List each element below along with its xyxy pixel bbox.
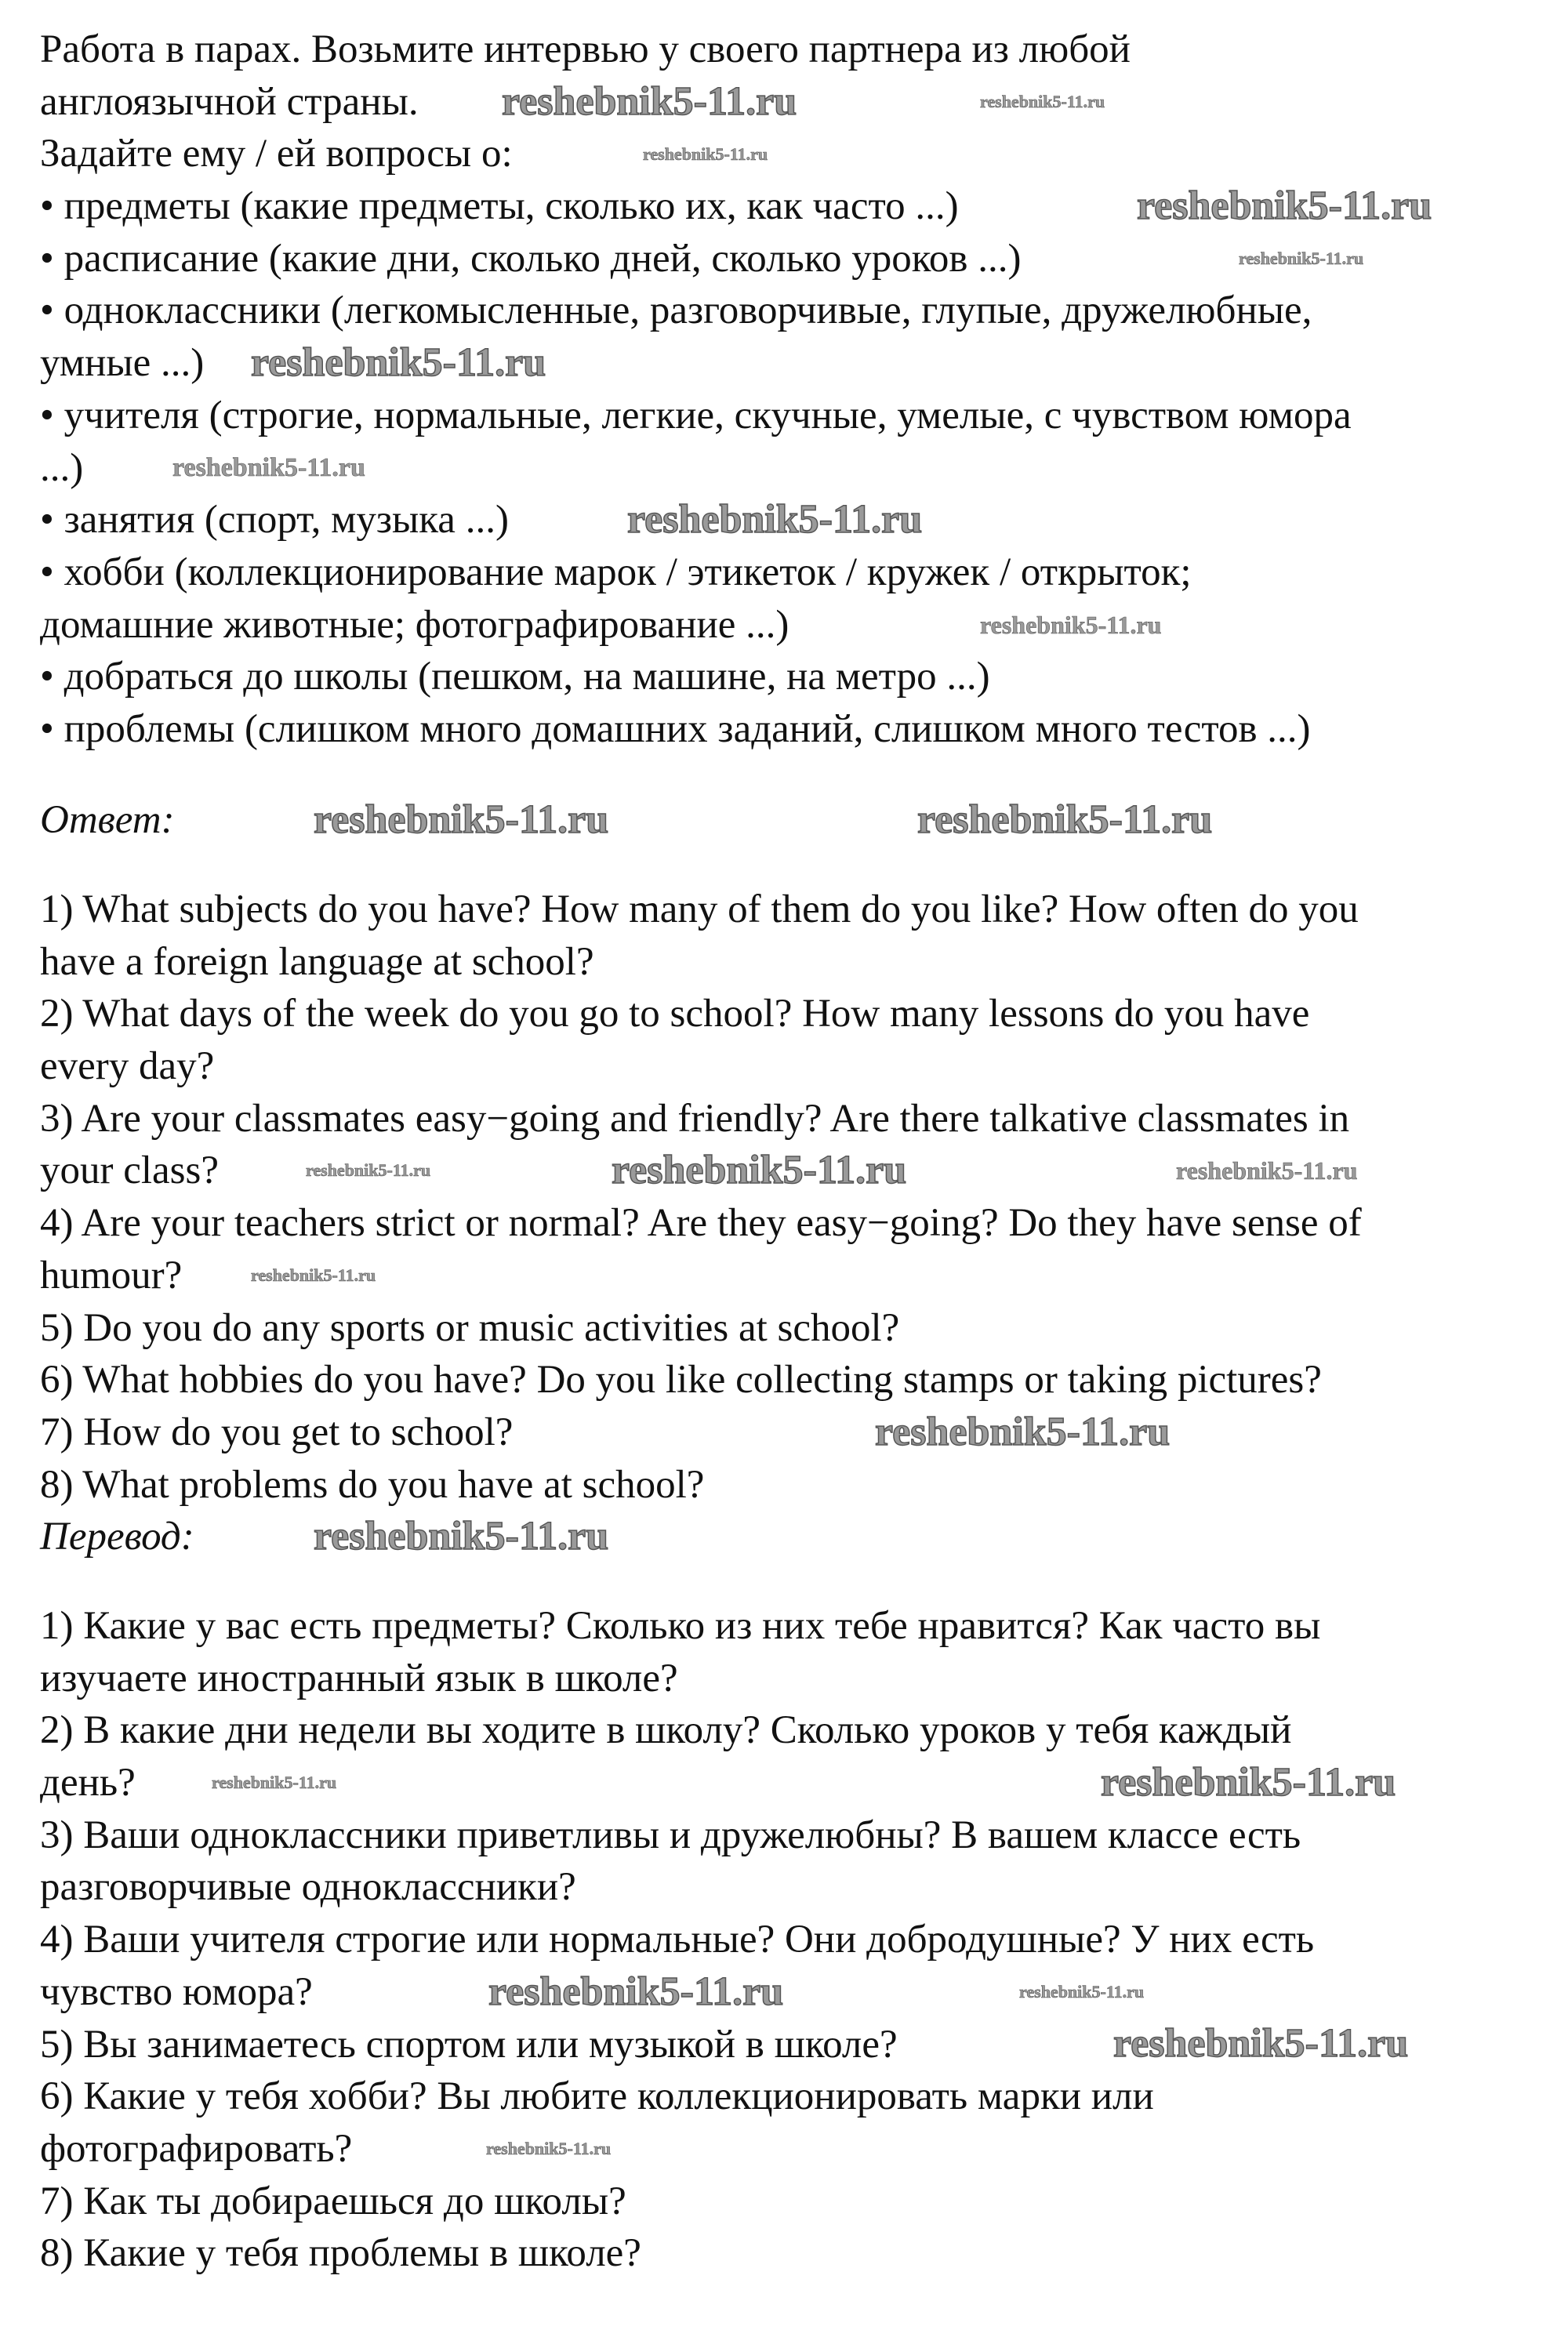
watermark: reshebnik5-11.ru [875, 1410, 1171, 1454]
answer-line: your class? [40, 1149, 220, 1193]
answer-line: 4) Are your teachers strict or normal? Are they easy−going? Do they have sense of [40, 1201, 1362, 1246]
task-line: • учителя (строгие, нормальные, легкие, скучные, умелые, с чувством юмора [40, 393, 1352, 437]
answer-line: 1) What subjects do you have? How many of them do you like? How often do you [40, 887, 1359, 931]
task-line: домашние животные; фотографирование ...) [40, 602, 789, 647]
answer-line: 8) What problems do you have at school? [40, 1462, 705, 1507]
watermark: reshebnik5-11.ru [488, 1969, 784, 2014]
watermark: reshebnik5-11.ru [251, 1265, 376, 1285]
watermark: reshebnik5-11.ru [1019, 1982, 1145, 2001]
translation-line: разговорчивые одноклассники? [40, 1865, 576, 1910]
watermark: reshebnik5-11.ru [1137, 183, 1432, 228]
watermark: reshebnik5-11.ru [314, 1514, 609, 1559]
answer-heading: Ответ: [40, 798, 175, 842]
watermark: reshebnik5-11.ru [627, 497, 923, 542]
watermark: reshebnik5-11.ru [172, 453, 365, 482]
answer-line: every day? [40, 1044, 215, 1089]
answer-line: humour? [40, 1253, 183, 1297]
watermark: reshebnik5-11.ru [1101, 1760, 1396, 1805]
answer-line: have a foreign language at school? [40, 939, 594, 984]
watermark: reshebnik5-11.ru [1113, 2021, 1409, 2066]
watermark: reshebnik5-11.ru [306, 1160, 431, 1180]
task-line: • занятия (спорт, музыка ...) [40, 498, 509, 543]
translation-line: 8) Какие у тебя проблемы в школе? [40, 2231, 641, 2276]
watermark: reshebnik5-11.ru [502, 79, 797, 124]
watermark: reshebnik5-11.ru [917, 797, 1213, 842]
answer-line: 3) Are your classmates easy−going and friendly? Are there talkative classmates in [40, 1096, 1350, 1141]
watermark: reshebnik5-11.ru [251, 340, 546, 385]
translation-line: 3) Ваши одноклассники приветливы и дружелюбны? В вашем классе есть [40, 1813, 1301, 1857]
task-text [40, 24, 1561, 756]
task-line: Задайте ему / ей вопросы о: [40, 132, 513, 176]
task-line: • хобби (коллекционирование марок / этикеток / кружек / открыток; [40, 550, 1192, 594]
translation-line: чувство юмора? [40, 1969, 313, 2014]
watermark: reshebnik5-11.ru [1176, 1156, 1358, 1185]
answer-line: 7) How do you get to school? [40, 1410, 514, 1454]
translation-line: 2) В какие дни недели вы ходите в школу? Сколько уроков у тебя каждый [40, 1708, 1292, 1753]
translation-line: фотографировать? [40, 2126, 353, 2171]
answer-line: 6) What hobbies do you have? Do you like collecting stamps or taking pictures? [40, 1358, 1322, 1403]
translation-line: день? [40, 1761, 136, 1805]
translation-line: 7) Как ты добираешься до школы? [40, 2179, 626, 2223]
translation-heading: Перевод: [40, 1515, 194, 1559]
watermark: reshebnik5-11.ru [643, 144, 768, 164]
answer-line: 5) Do you do any sports or music activities at school? [40, 1305, 900, 1350]
task-line: • добраться до школы (пешком, на машине, на метро ...) [40, 655, 990, 699]
task-line: • одноклассники (легкомысленные, разговорчивые, глупые, дружелюбные, [40, 289, 1312, 333]
translation-line: 6) Какие у тебя хобби? Вы любите коллекционировать марки или [40, 2074, 1154, 2119]
watermark: reshebnik5-11.ru [980, 611, 1162, 639]
translation-line: изучаете иностранный язык в школе? [40, 1656, 678, 1700]
watermark: reshebnik5-11.ru [1239, 249, 1364, 268]
translation-line: 1) Какие у вас есть предметы? Сколько из них тебе нравится? Как часто вы [40, 1604, 1321, 1648]
watermark: reshebnik5-11.ru [612, 1148, 907, 1192]
task-line: умные ...) [40, 341, 205, 386]
answer-text [40, 884, 1561, 1563]
translation-line: 4) Ваши учителя строгие или нормальные? Они добродушные? У них есть [40, 1918, 1315, 1962]
task-line: англоязычной страны. [40, 79, 419, 124]
answer-line: 2) What days of the week do you go to school? How many lessons do you have [40, 992, 1310, 1036]
translation-text [40, 1600, 1561, 2280]
watermark: reshebnik5-11.ru [314, 797, 609, 842]
watermark: reshebnik5-11.ru [486, 2139, 612, 2158]
watermark: reshebnik5-11.ru [212, 1773, 337, 1792]
task-line: • расписание (какие дни, сколько дней, сколько уроков ...) [40, 236, 1022, 281]
translation-line: 5) Вы занимаетесь спортом или музыкой в школе? [40, 2022, 898, 2067]
task-line: • проблемы (слишком много домашних заданий, слишком много тестов ...) [40, 706, 1311, 751]
task-line: ...) [40, 445, 84, 490]
task-line: • предметы (какие предметы, сколько их, как часто ...) [40, 184, 959, 229]
task-line: Работа в парах. Возьмите интервью у своего партнера из любой [40, 27, 1131, 71]
watermark: reshebnik5-11.ru [980, 92, 1105, 111]
